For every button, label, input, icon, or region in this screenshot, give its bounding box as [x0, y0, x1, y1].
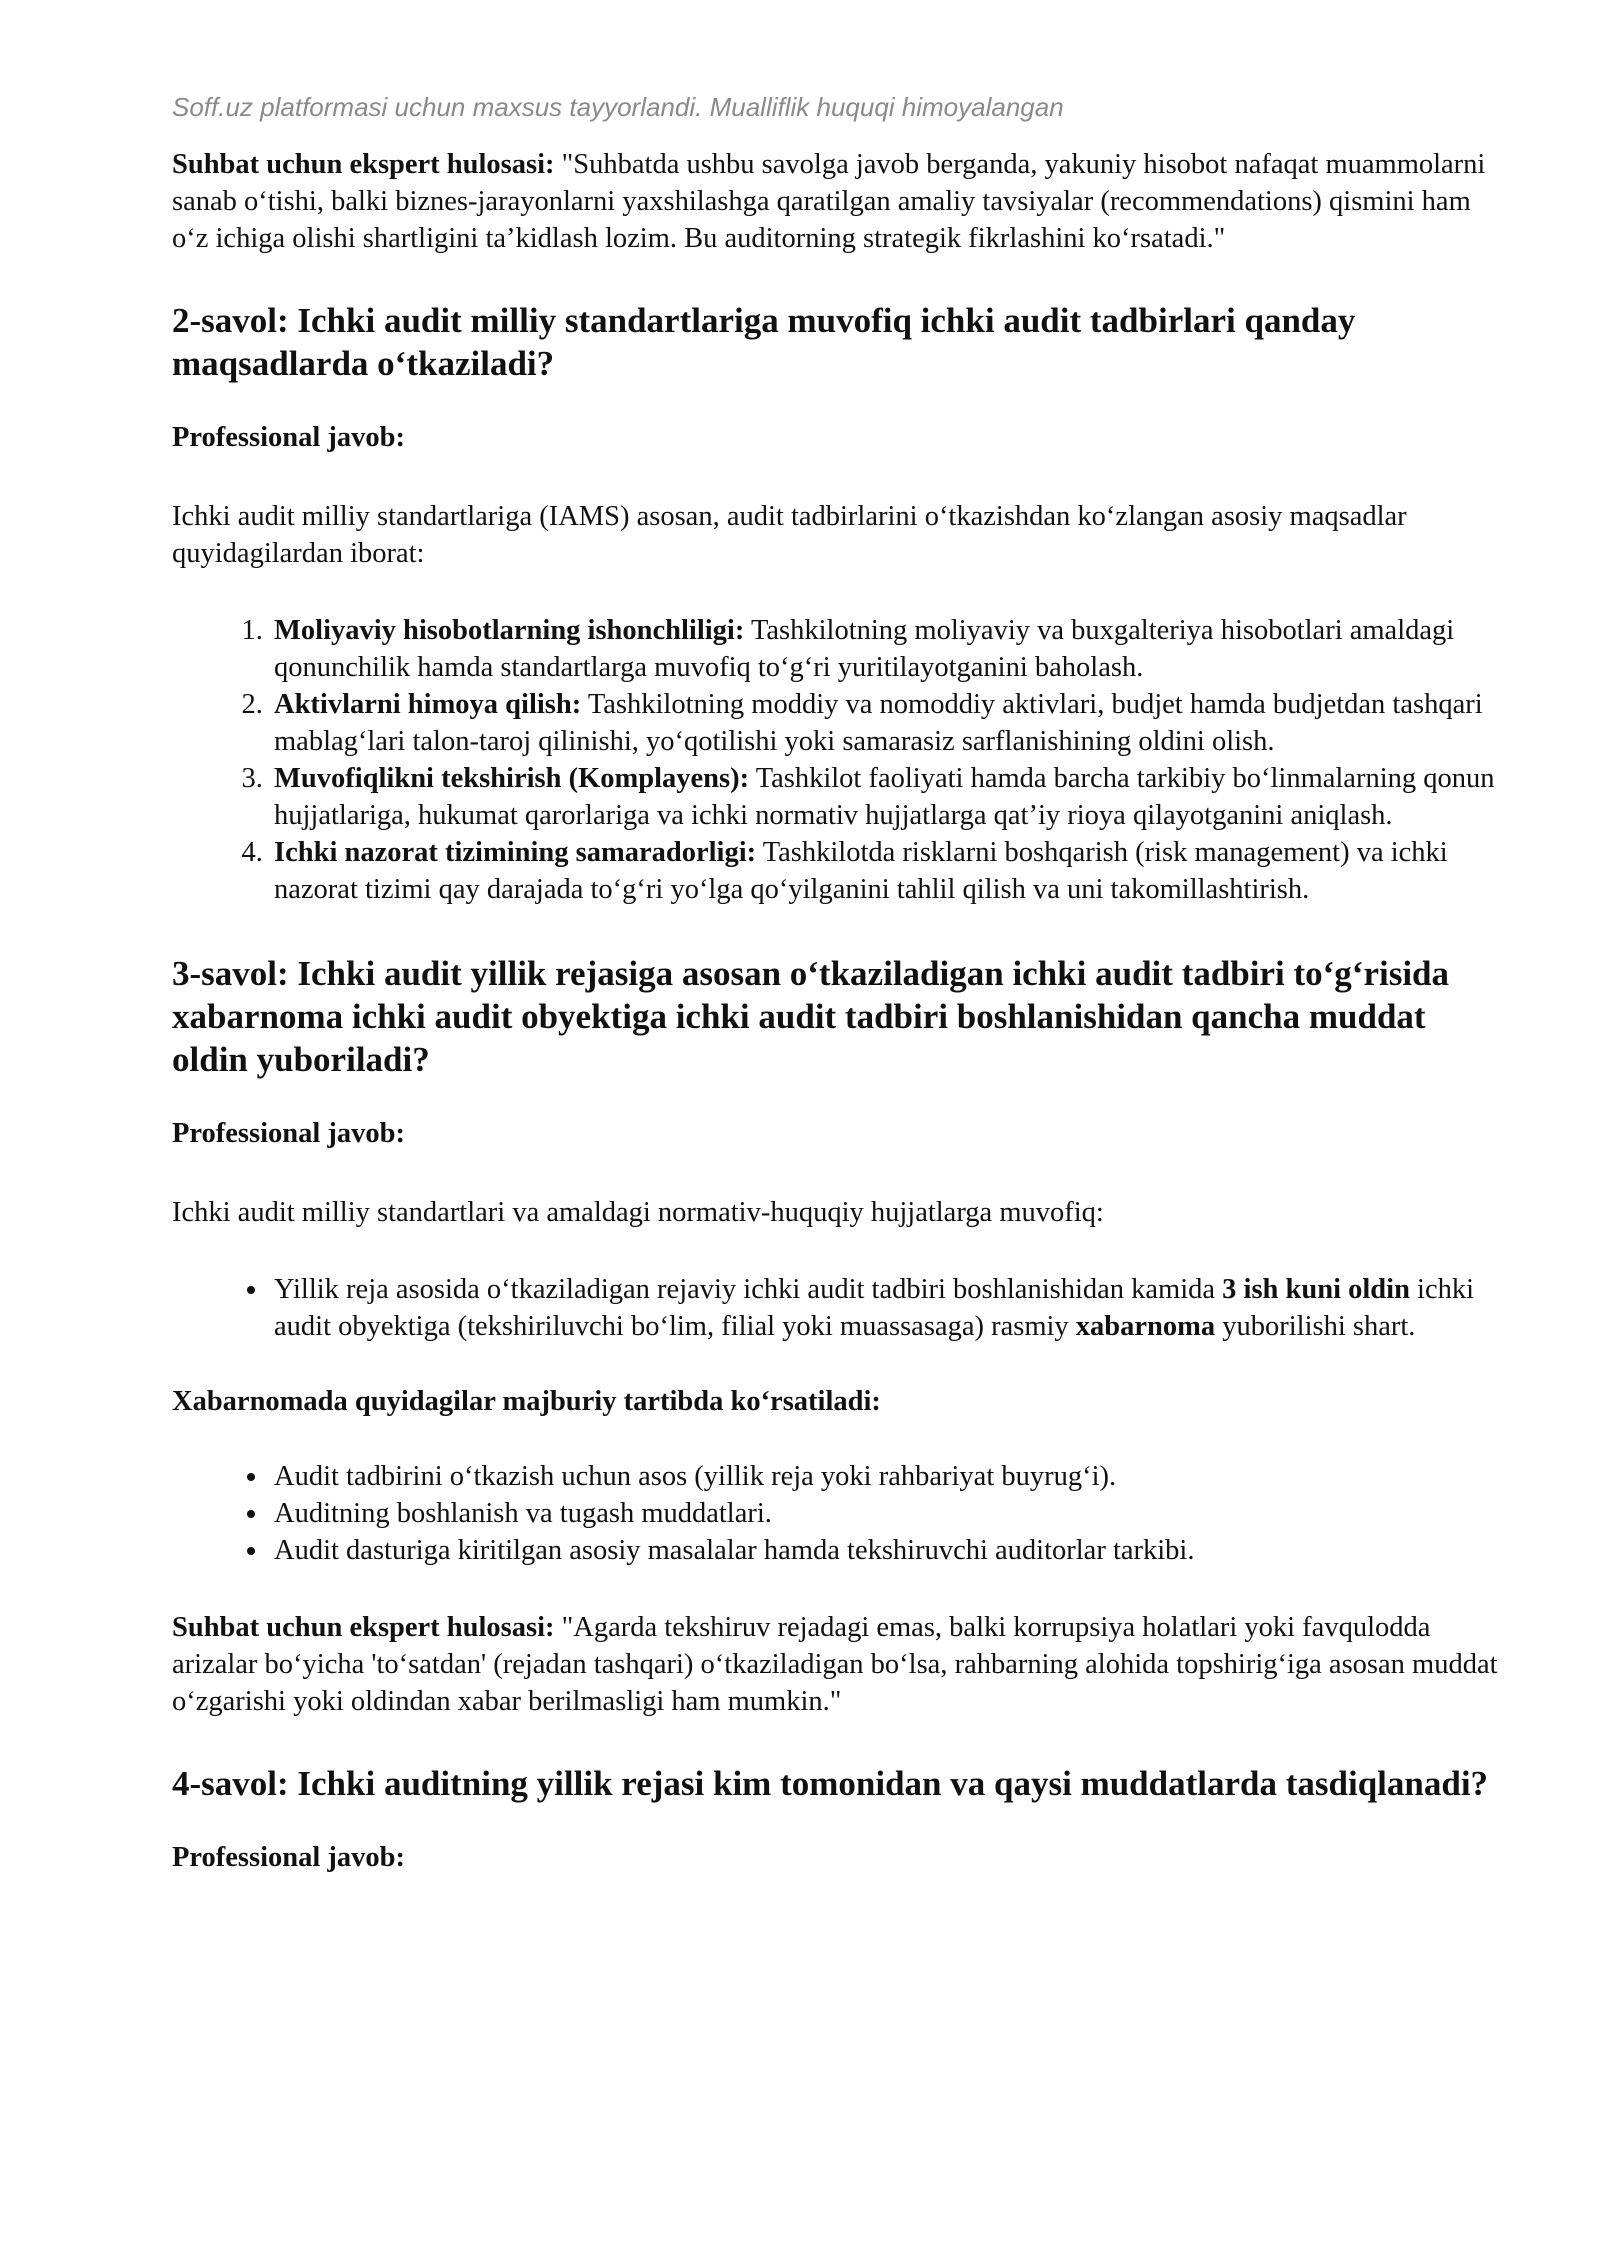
list-item-text: Tashkilotning moddiy va nomoddiy aktivlari, budjet hamda budjetdan tashqari mablag‘lari talon-taroj qilinishi, yo‘qotilishi yoki samarasiz sarflanishining oldini olish.: [274, 689, 1483, 757]
question-2-heading: 2-savol: Ichki audit milliy standartlariga muvofiq ichki audit tadbirlari qanday maqsadlarda o‘tkaziladi?: [172, 301, 1356, 383]
list-item: • Audit dasturiga kiritilgan asosiy masalalar hamda tekshiruvchi auditorlar tarkibi.: [270, 1532, 1502, 1569]
document-page: [172, 90, 1502, 1918]
question-3-heading: 3-savol: Ichki audit yillik rejasiga asosan o‘tkaziladigan ichki audit tadbiri to‘g‘risida xabarnoma ichki audit obyektiga ichki audit tadbiri boshlanishidan qancha muddat oldin yuboriladi?: [172, 954, 1450, 1079]
expert-conclusion-intro: [172, 146, 1502, 257]
expert-text: "Agarda tekshiruv rejadagi emas, balki korrupsiya holatlari yoki favqulodda arizalar bo‘yicha 'to‘satdan' (rejadan tashqari) o‘tkaziladigan bo‘lsa, rahbarning alohida topshirig‘iga asosan muddat o‘zgarishi yoki oldindan xabar berilmasligi ham mumkin.": [172, 1612, 1498, 1717]
question-2-lead: Ichki audit milliy standartlariga (IAMS) asosan, audit tadbirlarini o‘tkazishdan ko‘zlangan asosiy maqsadlar quyidagilardan iborat:: [172, 501, 1407, 569]
bullet-text: Yillik reja asosida o‘tkaziladigan rejaviy ichki audit tadbiri boshlanishidan kamida: [274, 1274, 1223, 1305]
list-item: [270, 612, 1502, 686]
list-item-title: Ichki nazorat tizimining samaradorligi:: [274, 837, 757, 868]
question-2-goals-list: [172, 612, 1502, 908]
question-3-subheading: Xabarnomada quyidagilar majburiy tartibda ko‘rsatiladi:: [172, 1386, 881, 1417]
question-3-lead: Ichki audit milliy standartlari va amaldagi normativ-huquqiy hujjatlarga muvofiq:: [172, 1197, 1104, 1228]
list-item: [270, 686, 1502, 760]
list-item-title: Muvofiqlikni tekshirish (Komplayens):: [274, 763, 750, 794]
bullet-text: ichki audit obyektiga (tekshiriluvchi bo‘lim, filial yoki muassasaga) rasmiy: [274, 1274, 1475, 1342]
bullet-text: yuborilishi shart.: [1215, 1311, 1416, 1342]
question-3-bullet-list: [172, 1271, 1502, 1345]
list-item: [270, 834, 1502, 908]
list-item: • Audit tadbirini o‘tkazish uchun asos (yillik reja yoki rahbariyat buyrug‘i).: [270, 1458, 1502, 1495]
question-2-answer-label: Professional javob:: [172, 422, 406, 453]
expert-text: "Suhbatda ushbu savolga javob berganda, yakuniy hisobot nafaqat muammolarni sanab o‘tishi, balki biznes-jarayonlarni yaxshilashga qaratilgan amaliy tavsiyalar (recommendations) qismini ham o‘z ichiga olishi shartligini ta’kidlash lozim. Bu auditorning strategik fikrlashini ko‘rsatadi.": [172, 149, 1486, 254]
bullet-bold: 3 ish kuni oldin: [1222, 1274, 1410, 1305]
question-3-expert-conclusion: [172, 1609, 1502, 1720]
list-item: [270, 1271, 1502, 1345]
question-4-answer-label: Professional javob:: [172, 1842, 406, 1873]
list-item-text: Tashkilotning moliyaviy va buxgalteriya hisobotlari amaldagi qonunchilik hamda standartlarga muvofiq to‘g‘ri yuritilayotganini baholash.: [274, 615, 1455, 683]
list-item: [270, 760, 1502, 834]
list-item-text: Tashkilotda risklarni boshqarish (risk management) va ichki nazorat tizimi qay darajada to‘g‘ri yo‘lga qo‘yilganini tahlil qilish va uni takomillashtirish.: [274, 837, 1448, 905]
question-3-notice-contents-list: [172, 1458, 1502, 1569]
question-4-heading: 4-savol: Ichki auditning yillik rejasi kim tomonidan va qaysi muddatlarda tasdiqlanadi?: [172, 1764, 1489, 1803]
list-item-text: Tashkilot faoliyati hamda barcha tarkibiy bo‘linmalarning qonun hujjatlariga, hukumat qarorlariga va ichki normativ hujjatlarga qat’iy rioya qilayotganini aniqlash.: [274, 763, 1495, 831]
list-item-title: Aktivlarni himoya qilish:: [274, 689, 582, 720]
watermark-header: Soff.uz platformasi uchun maxsus tayyorlandi. Mualliflik huquqi himoyalangan: [172, 92, 1064, 122]
expert-label: Suhbat uchun ekspert hulosasi:: [172, 149, 555, 180]
question-3-answer-label: Professional javob:: [172, 1118, 406, 1149]
expert-label: Suhbat uchun ekspert hulosasi:: [172, 1612, 555, 1643]
list-item: • Auditning boshlanish va tugash muddatlari.: [270, 1495, 1502, 1532]
bullet-bold: xabarnoma: [1075, 1311, 1216, 1342]
list-item-title: Moliyaviy hisobotlarning ishonchliligi:: [274, 615, 745, 646]
